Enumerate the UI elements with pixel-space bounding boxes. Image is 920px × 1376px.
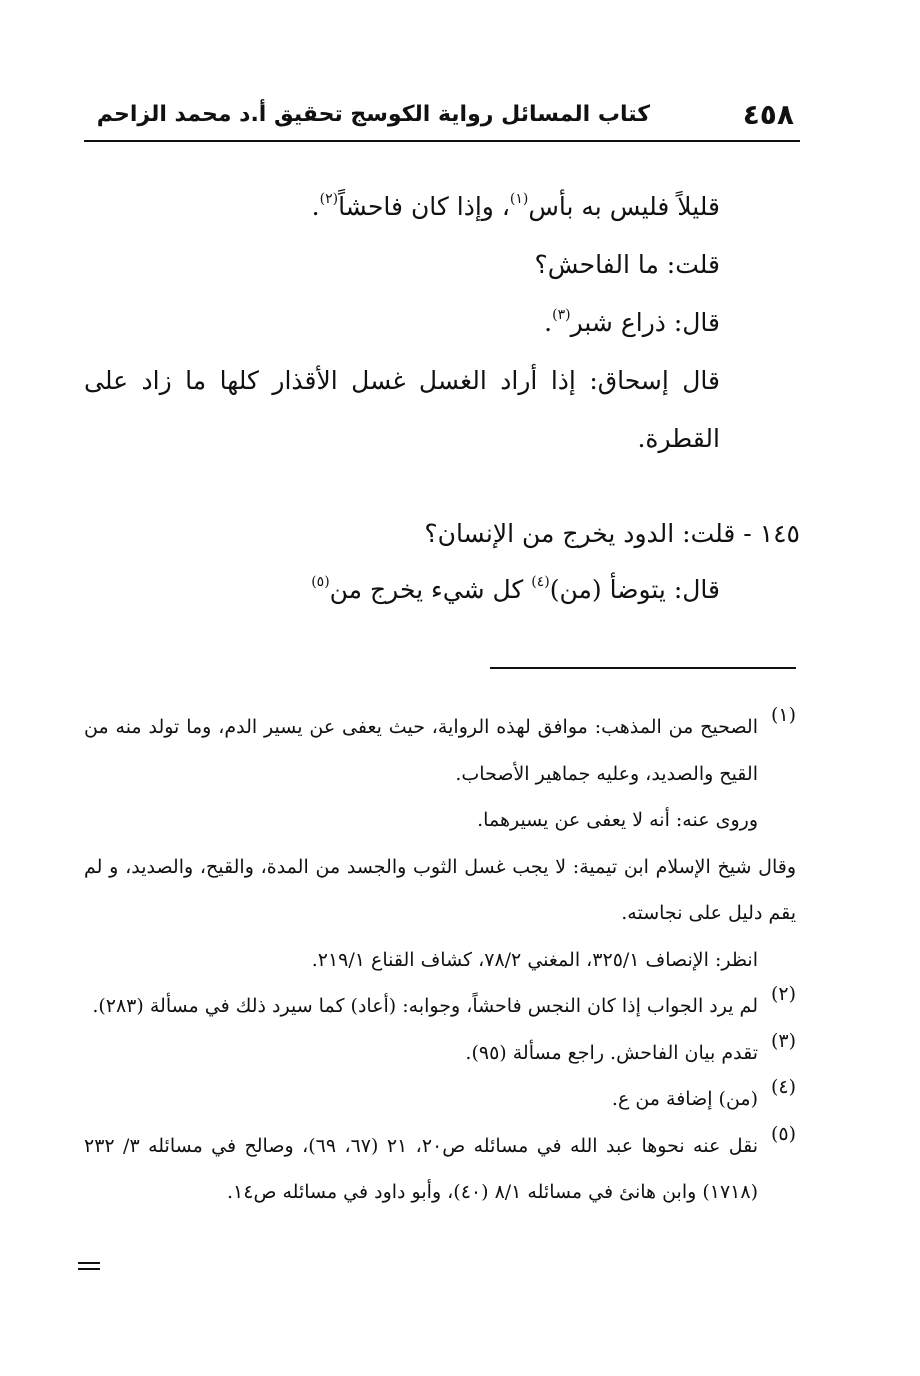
question-heading: ١٤٥ - قلت: الدود يخرج من الإنسان؟ bbox=[424, 519, 800, 548]
running-title: كتاب المسائل رواية الكوسج تحقيق أ.د محمد الزاحم bbox=[96, 102, 650, 127]
text-paragraph: قال إسحاق: إذا أراد الغسل غسل الأقذار كلها ما زاد على القطرة. bbox=[84, 366, 720, 453]
text-segment: قال: ذراع شبر bbox=[570, 308, 720, 337]
footnote-text: لم يرد الجواب إذا كان النجس فاحشاً، وجوابه: (أعاد) كما سيرد ذلك في مسألة (٢٨٣). bbox=[92, 995, 758, 1017]
footnote-item bbox=[84, 1123, 796, 1216]
footnote-text: (من) إضافة من ع. bbox=[611, 1088, 758, 1110]
footnote-number: (٥) bbox=[770, 1122, 796, 1145]
footnote-text: انظر: الإنصاف ٣٢٥/١، المغني ٧٨/٢، كشاف القناع ٢١٩/١. bbox=[311, 948, 758, 971]
text-line bbox=[84, 294, 720, 352]
page-number: ٤٥٨ bbox=[742, 98, 794, 131]
main-text bbox=[84, 178, 720, 468]
footnote-text: وقال شيخ الإسلام ابن تيمية: لا يجب غسل الثوب والجسد من المدة، والقيح، والصديد، و لم يقم دليل على نجاسته. bbox=[84, 855, 796, 924]
text-segment: قليلاً فليس به بأس bbox=[528, 192, 720, 221]
footnote-separator bbox=[490, 667, 796, 669]
text-segment: . bbox=[311, 192, 320, 221]
page-header bbox=[84, 92, 800, 142]
text-line bbox=[84, 178, 720, 236]
footnote-item bbox=[84, 983, 796, 1030]
footnote-ref: (٤) bbox=[531, 574, 550, 590]
footnote-ref: (٥) bbox=[311, 574, 330, 590]
footnote-text: نقل عنه نحوها عبد الله في مسائله ص٢٠، ٢١ (٦٧، ٦٩)، وصالح في مسائله ٣/ ٢٣٢ (١٧١٨) وابن هانئ في مسائله ٨/١ (٤٠)، وأبو داود في مسائله ص١٤. bbox=[84, 1134, 758, 1203]
footnote-text: تقدم بيان الفاحش. راجع مسألة (٩٥). bbox=[465, 1041, 758, 1064]
text-line: قلت: ما الفاحش؟ bbox=[534, 250, 720, 279]
footnote-item bbox=[84, 704, 796, 797]
footnote-number: (١) bbox=[770, 704, 796, 726]
answer-line bbox=[84, 562, 800, 618]
footnote-text: الصحيح من المذهب: موافق لهذه الرواية، حيث يعفى عن يسير الدم، وما تولد منه من القيح والصديد، وعليه جماهير الأصحاب. bbox=[84, 716, 758, 785]
footnotes bbox=[84, 704, 796, 1216]
continuation-mark bbox=[78, 1262, 100, 1270]
text-segment: . bbox=[544, 308, 553, 337]
footnote-ref: (١) bbox=[509, 191, 529, 207]
text-segment: قال: يتوضأ (من) bbox=[549, 575, 720, 604]
question-block bbox=[84, 506, 800, 618]
text-segment: كل شيء يخرج من bbox=[329, 575, 532, 604]
footnote-text: وروى عنه: أنه لا يعفى عن يسيرهما. bbox=[477, 809, 758, 831]
footnote-number: (٣) bbox=[770, 1029, 796, 1052]
footnote-number: (٢) bbox=[770, 983, 796, 1005]
footnote-item bbox=[84, 1030, 796, 1077]
footnote-item bbox=[84, 1076, 796, 1123]
footnote-number: (٤) bbox=[770, 1076, 796, 1098]
footnote-ref: (٣) bbox=[552, 307, 571, 323]
footnote-ref: (٢) bbox=[319, 191, 339, 207]
text-segment: ، وإذا كان فاحشاً bbox=[338, 192, 510, 221]
